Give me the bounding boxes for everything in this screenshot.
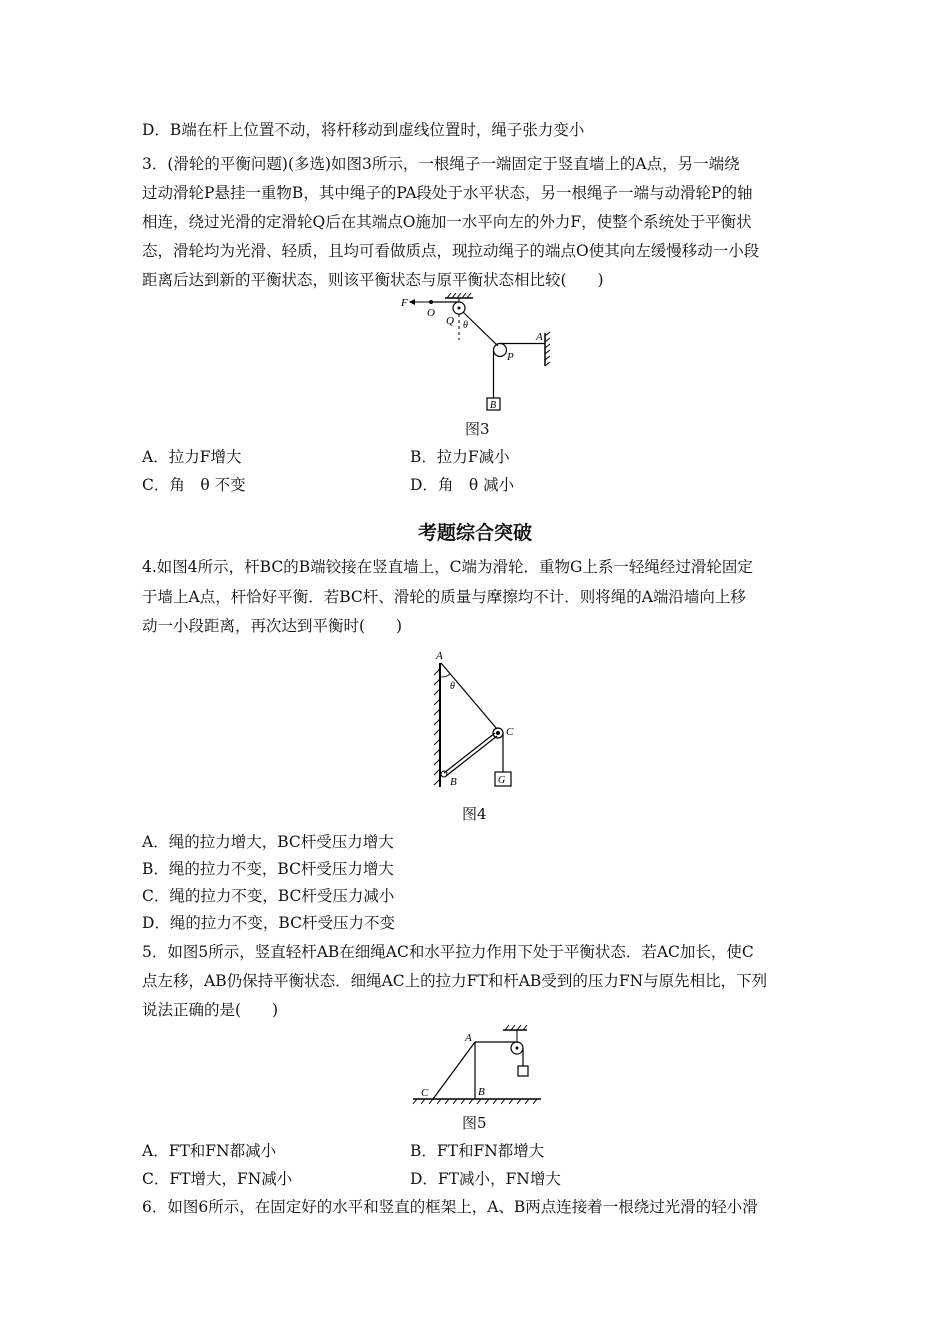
q3-option-b: B．拉力F减小 (410, 448, 510, 466)
q4-option-c: C．绳的拉力不变，BC杆受压力减小 (142, 887, 395, 905)
q3-text-line: 态，滑轮均为光滑、轻质，且均可看做质点，现拉动绳子的端点O使其向左缓慢移动一小段 (142, 242, 760, 260)
q3-text-line: 距离后达到新的平衡状态，则该平衡状态与原平衡状态相比较( ) (142, 271, 604, 289)
q5-option-d: D．FT减小，FN增大 (410, 1170, 561, 1188)
figure-3-caption: 图3 (465, 420, 490, 438)
figure-5-caption: 图5 (462, 1114, 487, 1132)
fig5-label-A: A (465, 1032, 472, 1044)
q3-option-c: C．角 θ 不变 (142, 476, 246, 494)
q3-option-d: D．角 θ 减小 (410, 476, 515, 494)
q3-text-line: 过动滑轮P悬挂一重物B，其中绳子的PA段处于水平状态，另一根绳子一端与动滑轮P的轴 (142, 184, 753, 202)
q4-option-a: A．绳的拉力增大，BC杆受压力增大 (142, 833, 394, 851)
q5-option-b: B．FT和FN都增大 (410, 1142, 545, 1160)
figure-4-caption: 图4 (462, 805, 487, 823)
q3-text-line: 3．(滑轮的平衡问题)(多选)如图3所示，一根绳子一端固定于竖直墙上的A点，另一端绕 (142, 155, 740, 173)
fig4-label-C: C (506, 726, 514, 738)
fig3-label-P: P (507, 351, 514, 363)
fig3-label-A: A (536, 331, 543, 343)
fig4-label-theta: θ (450, 681, 455, 692)
fig4-label-B: B (450, 776, 457, 788)
q3-text-line: 相连，绕过光滑的定滑轮Q后在其端点O施加一水平向左的外力F，使整个系统处于平衡状 (142, 213, 752, 231)
q5-text-line: 点左移，AB仍保持平衡状态．细绳AC上的拉力FT和杆AB受到的压力FN与原先相比，下列 (142, 972, 768, 990)
fig3-label-B: B (490, 400, 497, 411)
fig3-label-theta: θ (463, 320, 468, 331)
figure-3-diagram (395, 288, 560, 413)
fig5-label-B: B (478, 1086, 485, 1098)
q5-option-a: A．FT和FN都减小 (142, 1142, 277, 1160)
section-title: 考题综合突破 (417, 522, 532, 544)
q3-option-a: A．拉力F增大 (142, 448, 242, 466)
q4-text-line: 于墙上A点，杆恰好平衡．若BC杆、滑轮的质量与摩擦均不计．则将绳的A端沿墙向上移 (142, 588, 746, 606)
q5-option-c: C．FT增大，FN减小 (142, 1170, 293, 1188)
fig3-label-F: F (401, 297, 408, 309)
q4-text-line: 4.如图4所示，杆BC的B端铰接在竖直墙上，C端为滑轮．重物G上系一轻绳经过滑轮固定 (142, 558, 753, 576)
figure-4-diagram (425, 645, 530, 795)
q4-option-d: D．绳的拉力不变，BC杆受压力不变 (142, 914, 395, 932)
q5-text-line: 5．如图5所示，竖直轻杆AB在细绳AC和水平拉力作用下处于平衡状态．若AC加长，使C (142, 943, 754, 961)
q5-text-line: 说法正确的是( ) (142, 1001, 279, 1019)
fig4-label-G: G (498, 775, 506, 786)
figure-5-diagram (405, 1022, 550, 1107)
fig3-label-Q: Q (446, 315, 454, 327)
fig5-label-C: C (421, 1087, 429, 1099)
q2-option-d: D．B端在杆上位置不动，将杆移动到虚线位置时，绳子张力变小 (142, 121, 585, 139)
fig4-label-A: A (436, 650, 443, 662)
q6-text-line: 6．如图6所示，在固定好的水平和竖直的框架上，A、B两点连接着一根绕过光滑的轻小滑 (142, 1198, 758, 1216)
q4-option-b: B．绳的拉力不变，BC杆受压力增大 (142, 860, 394, 878)
q4-text-line: 动一小段距离，再次达到平衡时( ) (142, 617, 403, 635)
fig3-label-O: O (427, 307, 435, 319)
